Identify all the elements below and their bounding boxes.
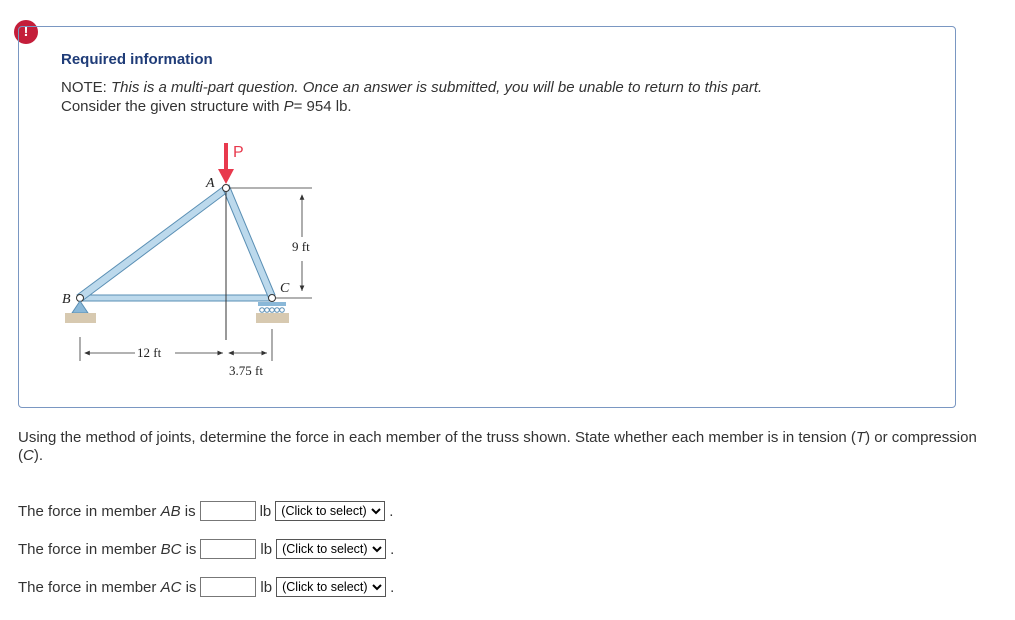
- instructions-part-3: ).: [33, 447, 44, 464]
- answer-label: The force in member BC is: [18, 540, 197, 558]
- unit-label: lb: [259, 502, 272, 520]
- dim-right-label: 3.75 ft: [229, 363, 263, 378]
- joint-c-label: C: [280, 281, 290, 296]
- truss-members: [77, 185, 275, 301]
- period: .: [390, 540, 395, 558]
- consider-prefix: Consider the given structure with: [61, 98, 280, 115]
- required-info-title: Required information: [61, 51, 213, 68]
- alert-icon: !: [14, 20, 38, 44]
- answer-label: The force in member AB is: [18, 502, 196, 520]
- tension-symbol: T: [855, 429, 866, 446]
- unit-label: lb: [260, 540, 273, 558]
- p-symbol: P: [283, 98, 294, 115]
- answer-row-ab: [18, 500, 393, 522]
- force-ab-input[interactable]: [200, 501, 256, 521]
- member-ac: [223, 185, 275, 299]
- truss-figure: [55, 135, 335, 385]
- dimension-horizontal: [80, 329, 272, 361]
- instructions-part-1: Using the method of joints, determine the force in each member of the truss shown. State whether each member is in tension (: [18, 429, 856, 446]
- joint-c: [269, 295, 276, 302]
- instructions-text: [18, 429, 978, 465]
- member-ab: [77, 186, 229, 301]
- member-bc: [80, 295, 272, 301]
- instructions-part-2: ) or compression (: [18, 429, 977, 464]
- period: .: [389, 502, 394, 520]
- force-ac-input[interactable]: [200, 577, 256, 597]
- roller-support-c: [256, 302, 289, 323]
- load-label: P: [233, 144, 244, 161]
- dim-left-label: 12 ft: [137, 345, 162, 360]
- note-prefix: NOTE:: [61, 79, 107, 96]
- tension-compression-select-ac[interactable]: [276, 577, 386, 597]
- note-body: This is a multi-part question. Once an answer is submitted, you will be unable to return to this part.: [111, 79, 763, 96]
- period: .: [390, 578, 395, 596]
- joint-b-label: B: [62, 292, 71, 307]
- answer-row-ac: [18, 576, 394, 598]
- consider-text: [61, 98, 352, 115]
- compression-symbol: C: [23, 447, 34, 464]
- force-bc-input[interactable]: [200, 539, 256, 559]
- tension-compression-select-bc[interactable]: [276, 539, 386, 559]
- note-text: [61, 79, 762, 96]
- tension-compression-select-ab[interactable]: [275, 501, 385, 521]
- p-value: = 954 lb.: [293, 98, 352, 115]
- joint-a: [223, 185, 230, 192]
- dim-height-label: 9 ft: [292, 239, 310, 254]
- answer-row-bc: [18, 538, 394, 560]
- joint-a-label: A: [206, 176, 215, 191]
- load-arrow: [218, 143, 234, 184]
- unit-label: lb: [260, 578, 273, 596]
- answer-label: The force in member AC is: [18, 578, 197, 596]
